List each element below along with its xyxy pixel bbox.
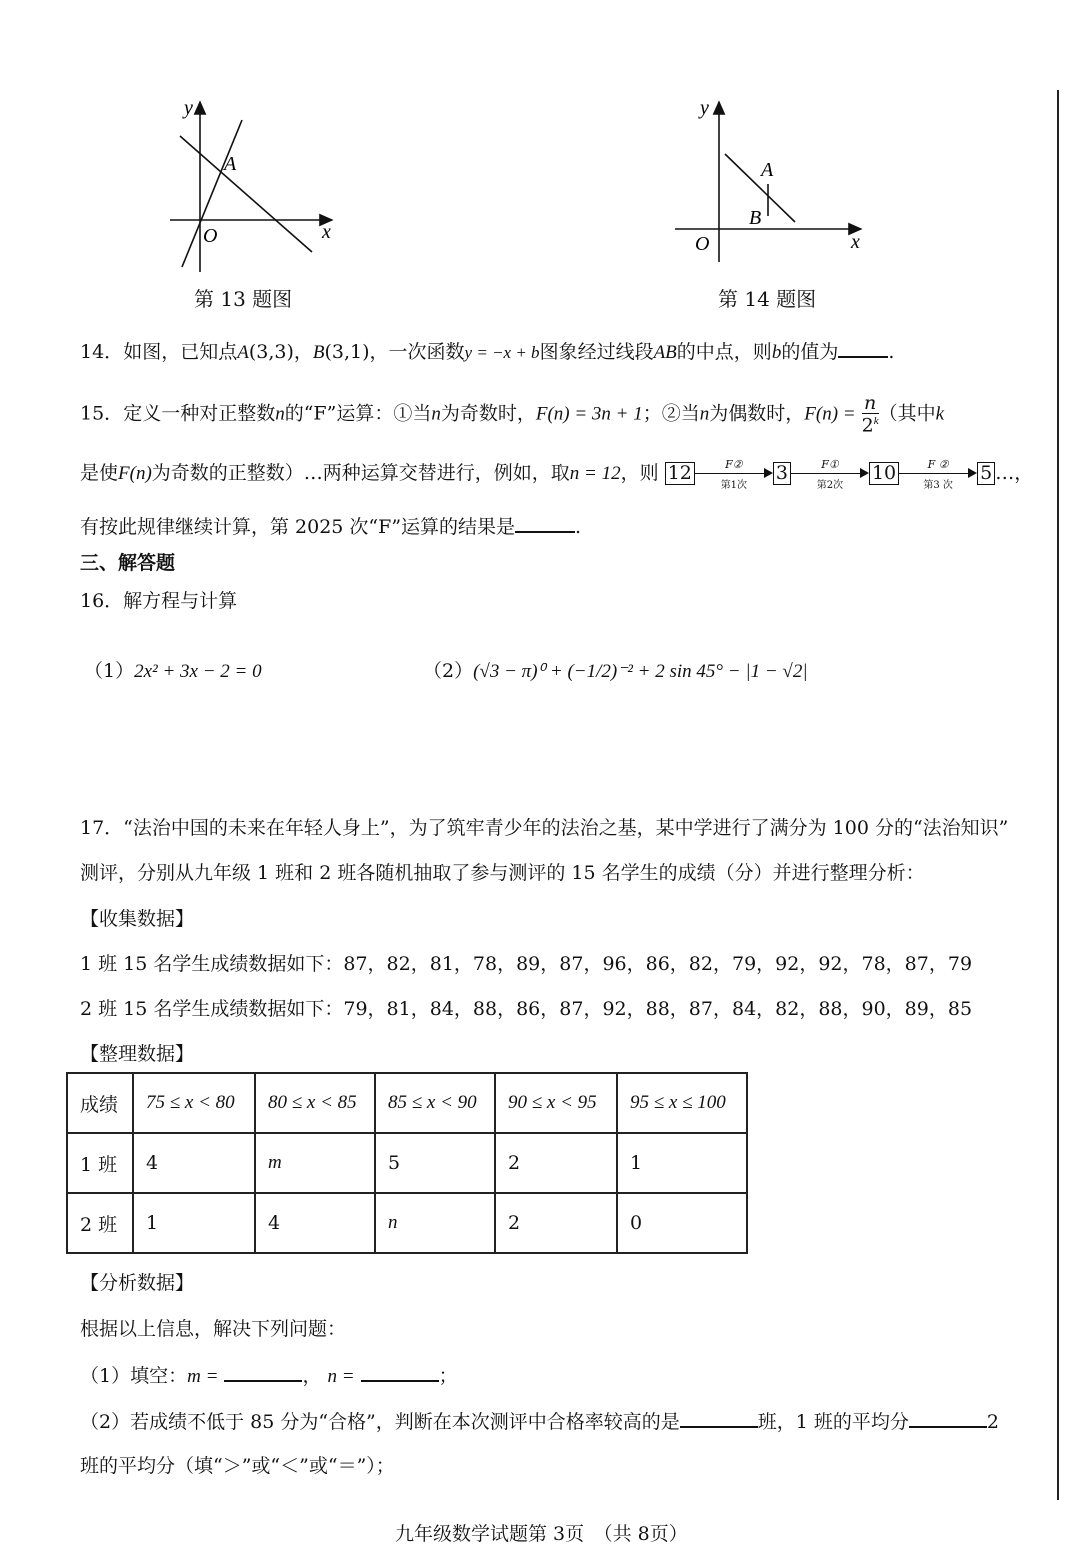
table-cell: 85 ≤ x < 90: [375, 1073, 495, 1133]
q14-text: 如图，已知点: [123, 340, 238, 363]
sub1-label: （1）填空：: [80, 1364, 188, 1387]
q17-sub-2-line-1: [80, 1406, 999, 1434]
q15-frac-exp: k: [873, 415, 879, 427]
n-answer-blank[interactable]: [361, 1360, 439, 1382]
sub1-m: m =: [187, 1365, 219, 1387]
q14-text: 图象经过线段: [539, 340, 654, 363]
figure-13: [160, 92, 350, 282]
chain-arrow: [899, 458, 977, 491]
q15-text: （其中: [878, 402, 936, 425]
organize-heading: 【整理数据】: [80, 1043, 195, 1065]
table-cell: 成绩: [67, 1073, 133, 1133]
table-cell: 2: [495, 1133, 617, 1193]
q14-text: ，一次函数: [369, 340, 465, 363]
label-x: x: [851, 231, 860, 253]
table-cell: 75 ≤ x < 80: [133, 1073, 255, 1133]
q15-var-n: n: [275, 403, 285, 425]
q16-p1-equation: 2x² + 3x − 2 = 0: [134, 661, 262, 682]
table-cell: 2 班: [67, 1193, 133, 1253]
table-cell: n: [375, 1193, 495, 1253]
figure-14-caption: 第 14 题图: [718, 287, 817, 311]
question-16-title: 16．解方程与计算: [80, 590, 238, 612]
table-cell: 95 ≤ x ≤ 100: [617, 1073, 747, 1133]
q15-number: 15．: [80, 402, 124, 425]
chain-box: 3: [773, 462, 791, 485]
q15-frac-den: [862, 414, 879, 435]
arrow-label: F②: [725, 458, 743, 471]
q16-part-2: [423, 656, 808, 683]
q16-p1-label: （1）: [84, 660, 135, 682]
compare-answer-blank[interactable]: [909, 1406, 987, 1428]
q15-frac-num: n: [862, 394, 879, 414]
label-x: x: [322, 221, 331, 243]
q15-var-n: n: [431, 403, 441, 425]
q14-number: 14．: [80, 340, 124, 363]
chain-box: 5: [977, 462, 995, 485]
q14-text: 的值为: [781, 340, 839, 363]
arrow-step: 第3 次: [923, 480, 953, 491]
q14-text: 的中点，则: [676, 340, 772, 363]
sub2-text: （2）若成绩不低于 85 分为“合格”，判断在本次测评中合格率较高的是: [80, 1410, 680, 1433]
q15-text: …，: [995, 462, 1034, 484]
q15-fn: F(n): [118, 463, 152, 484]
table-cell: 80 ≤ x < 85: [255, 1073, 375, 1133]
chain-box: 12: [665, 462, 695, 485]
label-b: B: [749, 207, 762, 229]
q15-text: 有按此规律继续计算，第 2025 次“F”运算的结果是: [80, 515, 516, 538]
class-2-data: 2 班 15 名学生成绩数据如下：79，81，84，88，86，87，92，88，87，84，82，88，90，89，85: [80, 998, 973, 1020]
q14-var-b: b: [771, 341, 782, 363]
q15-frac-base: 2: [861, 414, 874, 437]
sub2-text: 班，1 班的平均分: [757, 1410, 909, 1433]
q15-var-n: n: [699, 403, 710, 425]
q15-answer-blank[interactable]: [515, 511, 575, 533]
label-y: y: [700, 97, 709, 119]
table-cell: 5: [375, 1133, 495, 1193]
label-a: A: [224, 153, 237, 175]
q14-sep: ，: [293, 340, 313, 363]
right-margin-rule: [1057, 90, 1059, 1500]
q15-text: 为偶数时，: [709, 402, 805, 425]
arrow-label: F①: [821, 458, 839, 471]
q15-text: 为奇数的正整数）…两种运算交替进行，例如，取: [151, 462, 570, 484]
question-15-line-2: [80, 458, 1034, 491]
figure-13-caption: 第 13 题图: [194, 287, 293, 311]
analyze-heading: 【分析数据】: [80, 1272, 195, 1294]
q15-formula-odd: F(n) = 3n + 1: [535, 403, 643, 425]
table-cell: 4: [255, 1193, 375, 1253]
q17-sub-1: [80, 1360, 458, 1388]
table-cell: 0: [617, 1193, 747, 1253]
table-cell: 4: [133, 1133, 255, 1193]
q17-sub-2-line-2: 班的平均分（填“＞”或“＜”或“＝”）；: [80, 1455, 395, 1477]
q14-coord-a: (3,3): [248, 340, 294, 363]
q15-text: 定义一种对正整数: [123, 402, 276, 425]
q15-var-k: k: [935, 403, 945, 425]
sub2-text: 2: [986, 1410, 1000, 1433]
q14-function: y = −x + b: [464, 342, 540, 362]
q15-n-eq: n = 12: [569, 463, 621, 484]
table-row: [67, 1133, 747, 1193]
q14-end: .: [888, 340, 895, 363]
q14-coord-b: (3,1): [324, 340, 370, 363]
score-table: [66, 1072, 748, 1254]
chain-arrow: [791, 458, 869, 491]
m-answer-blank[interactable]: [224, 1360, 302, 1382]
q15-fraction: [862, 394, 879, 435]
chain-arrow: [695, 458, 773, 491]
q14-point-b: B: [312, 341, 325, 363]
label-a: A: [761, 159, 774, 181]
q17-line-2: 测评，分别从九年级 1 班和 2 班各随机抽取了参与测评的 15 名学生的成绩（分）并进行整理分析：: [80, 862, 925, 884]
sub1-end: ；: [438, 1364, 458, 1387]
q15-text: ，则: [620, 462, 659, 484]
arrow-step: 第2次: [816, 480, 844, 491]
label-o: O: [203, 225, 218, 247]
question-15-line-3: [80, 511, 581, 539]
collect-heading: 【收集数据】: [80, 908, 195, 930]
q14-answer-blank[interactable]: [838, 336, 888, 358]
q15-text: 为奇数时，: [440, 402, 536, 425]
q16-p2-label: （2）: [423, 660, 474, 682]
page-footer: 九年级数学试题第 3页 （共 8页）: [395, 1523, 688, 1545]
table-header-row: [67, 1073, 747, 1133]
q14-point-a: A: [237, 341, 249, 363]
label-o: O: [695, 233, 710, 255]
class-1-data: 1 班 15 名学生成绩数据如下：87，82，81，78，89，87，96，86，82，79，92，92，78，87，79: [80, 953, 973, 975]
sub1-n: n =: [327, 1365, 355, 1387]
table-row: [67, 1193, 747, 1253]
q15-text: ；②当: [642, 402, 700, 425]
section-3-heading: 三、解答题: [80, 552, 176, 574]
q15-formula-even: F(n) =: [804, 403, 856, 425]
table-cell: 2: [495, 1193, 617, 1253]
figure-14: [665, 92, 880, 267]
question-15-line-1: [80, 394, 944, 435]
q14-segment: AB: [653, 341, 677, 363]
analyze-prompt: 根据以上信息，解决下列问题：: [80, 1318, 347, 1340]
table-cell: 1 班: [67, 1133, 133, 1193]
q16-p2-expression: (√3 − π)⁰ + (−1/2)⁻² + 2 sin 45° − |1 − √2|: [473, 661, 808, 682]
class-answer-blank[interactable]: [680, 1406, 758, 1428]
q15-text: 的“F”运算：①当: [284, 402, 432, 425]
q15-end: .: [575, 515, 582, 538]
q17-line-1: 17．“法治中国的未来在年轻人身上”，为了筑牢青少年的法治之基，某中学进行了满分为 100 分的“法治知识”: [80, 817, 1009, 839]
chain-box: 10: [869, 462, 899, 485]
table-cell: 90 ≤ x < 95: [495, 1073, 617, 1133]
table-cell: 1: [617, 1133, 747, 1193]
arrow-label: F ②: [927, 458, 949, 471]
arrow-step: 第1次: [720, 480, 748, 491]
q15-text: 是使: [80, 462, 119, 484]
label-y: y: [184, 97, 193, 119]
question-14: [80, 336, 894, 364]
table-cell: m: [255, 1133, 375, 1193]
q16-part-1: [84, 656, 262, 683]
table-cell: 1: [133, 1193, 255, 1253]
sub1-sep: ，: [302, 1364, 322, 1387]
